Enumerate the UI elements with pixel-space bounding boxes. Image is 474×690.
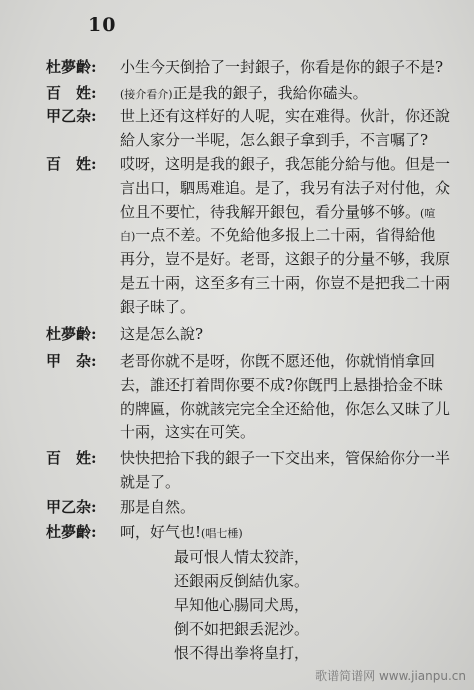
speaker-label: 杜夢齡: [46, 325, 97, 343]
speaker-label: 百 姓: [46, 155, 97, 173]
dialogue-text: 呵，好气也! [120, 523, 202, 541]
verse-line: 倒不如把銀丢泥沙。 [174, 620, 310, 638]
dialogue-text: 銀子昧了。 [120, 298, 196, 316]
dialogue-text: 老哥你就不是呀，你旣不愿还他，你就悄悄拿回 [120, 352, 436, 370]
speaker-label: 甲乙杂: [46, 107, 97, 125]
dialogue-text: 哎呀，这明是我的銀子，我怎能分給与他。但是一 [120, 155, 451, 173]
dialogue-text: 再分，豈不是好。老哥，这銀子的分量不够，我原 [120, 250, 451, 268]
dialogue-text: 給人家分一半呢，怎么銀子拿到手，不言嘱了? [120, 131, 429, 149]
dialogue-text: 十兩，这实在可笑。 [120, 423, 256, 441]
dialogue-text: 位且不要忙，待我解开銀包，看分量够不够。 [120, 203, 421, 221]
dialogue-text: 就是了。 [120, 473, 181, 491]
speaker-label: 杜夢齡: [46, 523, 97, 541]
speaker-label: 百 姓: [46, 449, 97, 467]
dialogue-line [120, 82, 368, 103]
dialogue-text: 去，誰还打着問你要不成?你旣門上悬掛拾金不昧 [120, 376, 444, 394]
speaker-label: 甲 杂: [46, 352, 97, 370]
dialogue-line [120, 56, 443, 77]
dialogue-line [120, 296, 195, 317]
page-number: 10 [88, 14, 117, 36]
speaker-label: 百 姓: [46, 84, 97, 102]
watermark: 歌谱简谱网 www.jianpu.cn [315, 669, 466, 683]
stage-direction: (喧 [420, 207, 436, 220]
dialogue-line [120, 421, 255, 442]
dialogue-text: 正是我的銀子，我給你磕头。 [172, 84, 368, 102]
stage-direction: 白) [120, 230, 136, 243]
dialogue-text: 是五十兩，这至多有三十兩，你豈不是把我二十兩 [120, 274, 451, 292]
dialogue-text: 小生今天倒拾了一封銀子，你看是你的銀子不是? [120, 58, 444, 76]
verse-line: 恨不得出拳将皇打， [174, 644, 310, 662]
dialogue-text: 这是怎么說? [120, 325, 204, 343]
dialogue-text: 一点不差。不免給他多报上二十兩，省得給他 [135, 226, 436, 244]
dialogue-line [120, 471, 180, 492]
dialogue-text: 快快把拾下我的銀子一下交出来，管保給你分一半 [120, 449, 451, 467]
verse-line: 还銀兩反倒結仇家。 [174, 572, 310, 590]
dialogue-line [120, 201, 435, 222]
dialogue-line [120, 153, 450, 174]
dialogue-line [120, 272, 450, 293]
dialogue-line [120, 177, 450, 198]
dialogue-line [120, 521, 243, 542]
dialogue-text: 那是自然。 [120, 498, 196, 516]
dialogue-line [120, 248, 450, 269]
dialogue-line [120, 374, 443, 395]
dialogue-line [120, 105, 450, 126]
speaker-label: 杜夢齡: [46, 58, 97, 76]
stage-direction: (唱七棰) [201, 527, 243, 540]
dialogue-text: 世上还有这样好的人呢，实在难得。伙計，你还說 [120, 107, 451, 125]
dialogue-line [120, 350, 435, 371]
dialogue-line [120, 129, 428, 150]
verse-line: 最可恨人情太狡詐， [174, 548, 310, 566]
dialogue-text: 的牌匾，你就該完完全全还給他，你怎么又昧了儿 [120, 400, 451, 418]
dialogue-line [120, 447, 450, 468]
speaker-label: 甲乙杂: [46, 498, 97, 516]
dialogue-line [120, 398, 450, 419]
dialogue-line [120, 323, 203, 344]
verse-line: 早知他心腸同犬馬， [174, 596, 310, 614]
stage-direction: (接介看介) [120, 88, 173, 101]
dialogue-line [120, 224, 435, 245]
dialogue-line [120, 496, 195, 517]
dialogue-text: 言出口，駟馬难追。是了，我另有法子对付他，众 [120, 179, 451, 197]
